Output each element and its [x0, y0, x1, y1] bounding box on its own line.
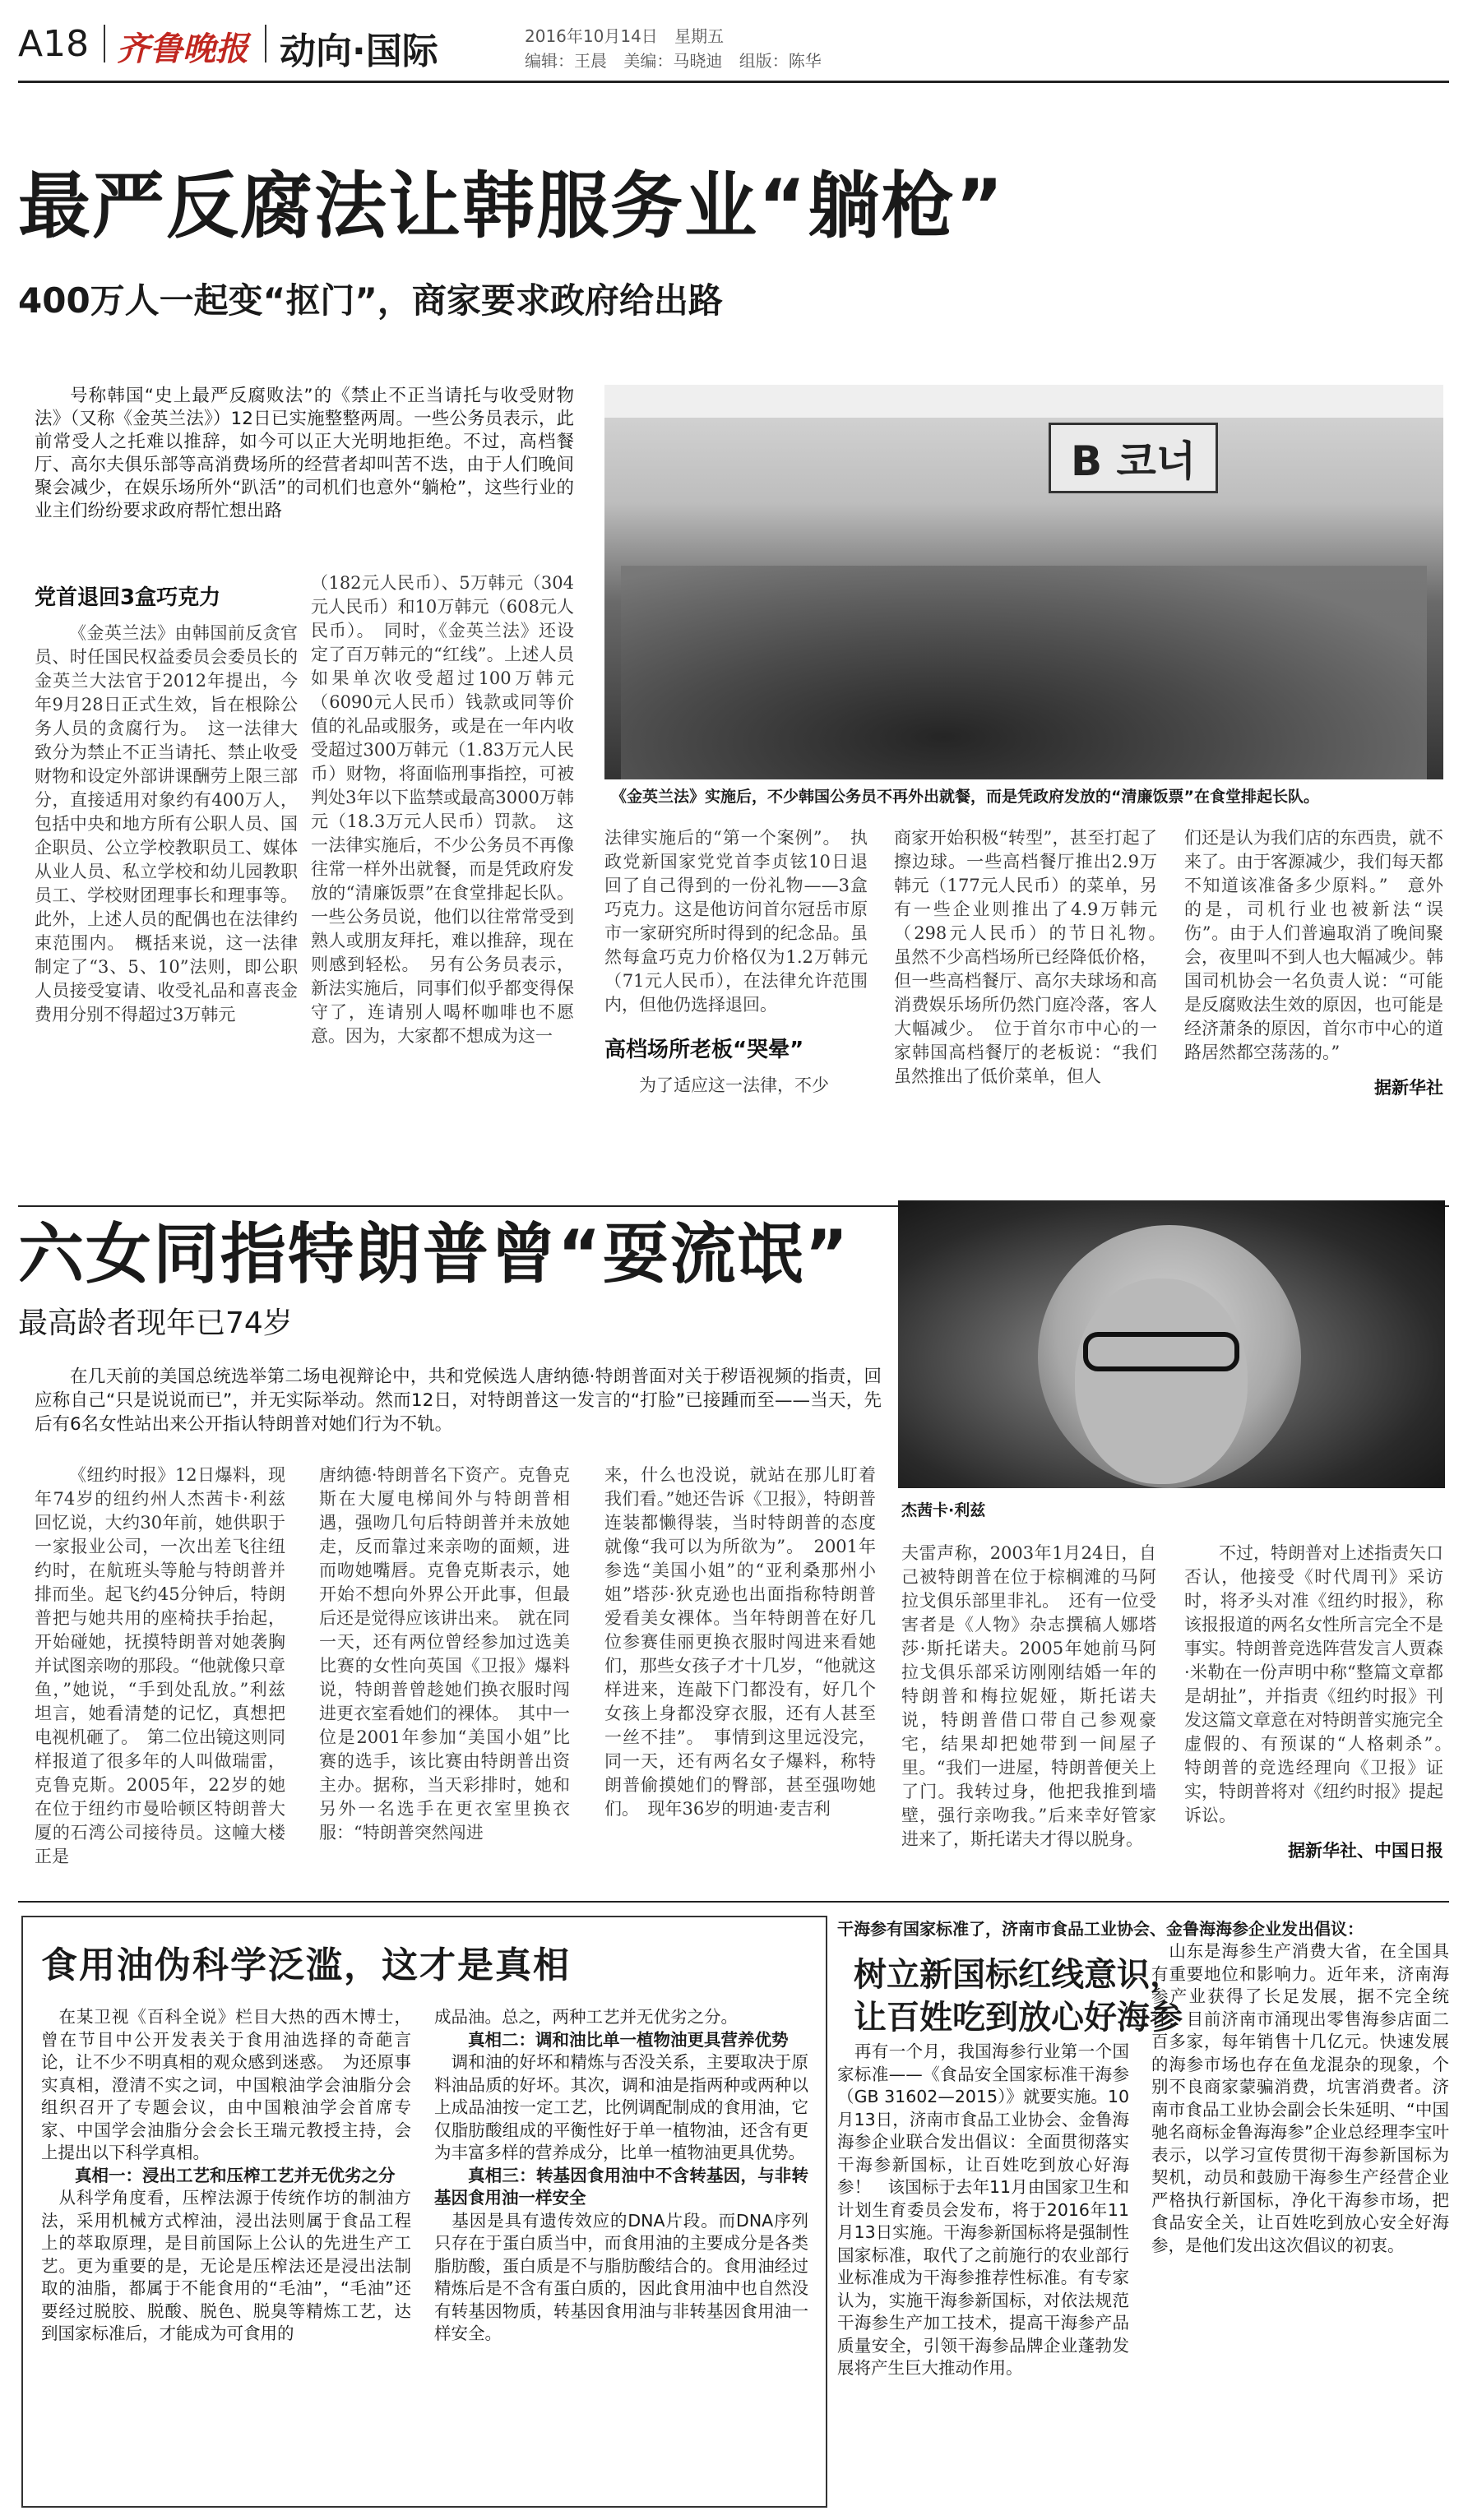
ad1-heading-1: 真相一：浸出工艺和压榨工艺并无优劣之分: [75, 2165, 396, 2185]
article1-photo: [604, 385, 1443, 779]
section-rule-2: [18, 1901, 1449, 1903]
article2-col5-text: 不过，特朗普对上述指责矢口否认，他接受《时代周刊》采访时，将矛头对准《纽约时报》，称该报报道的两名女性所言完全不是事实。特朗普竞选阵营发言人贾森·米勒在一份声明中称“整篇文章都是胡扯”，并指责《纽约时报》刊发这篇文章意在对特朗普实施完全虚假的、有预谋的“人格刺杀”。 特朗普的竞选经理向《卫报》证实，特朗普将对《纽约时报》提起诉讼。: [1184, 1543, 1461, 1825]
article1-col1-text: 《金英兰法》由韩国前反贪官员、时任国民权益委员会委员长的金英兰大法官于2012年提出，今年9月28日正式生效，旨在根除公务人员的贪腐行为。 这一法律大致分为禁止不正当请托、禁止收受财物和设定外部讲课酬劳上限三部分，直接适用对象约有400万人，包括中央和地方所有公职人员、国企职员、公立学校教职员工、媒体从业人员、私立学校和幼儿园教职员工、学校财团理事长和理事等。此外，上述人员的配偶也在法律约束范围内。 概括来说，这一法律制定了“3、5、10”法则，即公职人员接受宴请、收受礼品和喜丧金费用分别不得超过3万韩元: [35, 623, 298, 1024]
header-divider: [104, 25, 105, 62]
header-rule: [18, 81, 1449, 83]
photo-sign: B 코너: [1049, 423, 1218, 493]
portrait-face: [1075, 1278, 1248, 1484]
article2-photo: [898, 1200, 1445, 1488]
ad1-heading-2: 真相二：调和油比单一植物油更具营养优势: [468, 2029, 789, 2050]
ad2-headline-2: 让百姓吃到放心好海参: [854, 1999, 1183, 2037]
article1-subheadline: 400万人一起变“抠门”，商家要求政府给出路: [18, 280, 723, 321]
layout-credit: 组版：陈华: [739, 51, 822, 71]
editor: 编辑：王晨: [525, 51, 607, 71]
article2-col2: [319, 1463, 570, 1891]
ad2-col2: [1151, 1940, 1449, 2504]
article1-col3b-text: 为了适应这一法律，不少: [639, 1075, 829, 1095]
article1-col1: [35, 571, 298, 1196]
article2-col3-text: 来，什么也没说，就站在那儿盯着我们看。”她还告诉《卫报》，特朗普连装都懒得装，当时特朗普的态度就像“我可以为所欲为”。 2001年参选“美国小姐”的“亚利桑那州小姐”塔莎·狄克逊也出面指称特朗普爱看美女裸体。当年特朗普在好几位参赛佳丽更换衣服时闯进来看她们，那些女孩子才十几岁，“他就这样进来，连敲下门都没有，好几个女孩上身都没穿衣服，还有人甚至一丝不挂”。 事情到这里远没完，同一天，还有两名女子爆料，称特朗普偷摸她们的臀部，甚至强吻她们。 现年36岁的明迪·麦吉利: [604, 1465, 876, 1819]
header-divider: [265, 25, 266, 62]
article1-photo-caption: 《金英兰法》实施后，不少韩国公务员不再外出就餐，而是凭政府发放的“清廉饭票”在食堂排起长队。: [611, 788, 1319, 806]
portrait-glasses: [1083, 1332, 1239, 1371]
ad2-col1: [837, 2041, 1129, 2501]
article2-subheadline: 最高龄者现年已74岁: [18, 1306, 293, 1340]
ad1-col2c-text: 基因是具有遗传效应的DNA片段。而DNA序列只存在于蛋白质当中，而食用油的主要成分是各类脂肪酸，蛋白质是不与脂肪酸结合的。食用油经过精炼后是不含有蛋白质的，因此食用油中也自然没有转基因物质，转基因食用油与非转基因食用油一样安全。: [434, 2210, 808, 2343]
photo-caption-frame: [604, 779, 1443, 811]
ad1-col2b-text: 调和油的好坏和精炼与否没关系，主要取决于原料油品质的好坏。其次，调和油是指两种或两种以上成品油按一定工艺，比例调配制成的食用油，它仅脂肪酸组成的平衡性好于单一植物油，还含有更为丰富多样的营养成分，比单一植物油更具优势。: [434, 2052, 808, 2162]
article1-col3-text: 法律实施后的“第一个案例”。 执政党新国家党党首李贞铉10日退回了自己得到的一份礼物——3盒巧克力。这是他访问首尔冠岳市原市一家研究所时得到的纪念品。虽然每盒巧克力价格仅为1.2万韩元（71元人民币），在法律允许范围内，但他仍选择退回。: [604, 828, 868, 1015]
article2-headline: 六女同指特朗普曾“耍流氓”: [18, 1216, 850, 1292]
article1-lead-text: 号称韩国“史上最严反腐败法”的《禁止不正当请托与收受财物法》（又称《金英兰法》）12日已实施整整两周。一些公务员表示，此前常受人之托难以推辞，如今可以正大光明地拒绝。不过，高档餐厅、高尔夫俱乐部等高消费场所的经营者却叫苦不迭，由于人们晚间聚会减少，在娱乐场所外“趴活”的司机们也意外“躺枪”，这些行业的业主们纷纷要求政府帮忙想出路: [35, 386, 574, 521]
article2-col4-text: 夫雷声称，2003年1月24日，自己被特朗普在位于棕榈滩的马阿拉戈俱乐部里非礼。 还有一位受害者是《人物》杂志撰稿人娜塔莎·斯托诺夫。2005年她前马阿拉戈俱乐部采访刚刚结婚一年的特朗普和梅拉妮娅，斯托诺夫说，特朗普借口带自己参观豪宅，结果却把她带到一间屋子里。“我们一进屋，特朗普便关上了门。我转过身，他把我推到墙壁，强行亲吻我。”后来幸好管家进来了，斯托诺夫才得以脱身。: [901, 1543, 1156, 1849]
issue-date: [525, 23, 724, 47]
ad1-box: [21, 1916, 827, 2508]
ad2-kicker: 干海参有国家标准了，济南市食品工业协会、金鲁海海参企业发出倡议：: [837, 1919, 1364, 1939]
ad2-box: [837, 1916, 1449, 2508]
article1-col4: [894, 826, 1174, 1196]
ad1-col2: [434, 2006, 808, 2499]
weekday: 星期五: [674, 26, 725, 46]
ad2-col2-text: 山东是海参生产消费大省，在全国具有重要地位和影响力。近年来，济南海参产业获得了长足发展，据不完全统计，目前济南市涌现出零售海参店面二百多家，每年销售十几亿元。快速发展的海参市场也存在鱼龙混杂的现象，个别不良商家蒙骗消费，坑害消费者。济南市食品工业协会副会长朱延明、“中国驰名商标金鲁海海参”企业总经理李宝叶表示，以学习宣传贯彻干海参新国标为契机，动员和鼓励干海参生产经营企业严格执行新国标，净化干海参市场，把食品安全关，让百姓吃到放心安全好海参，是他们发出这次倡议的初衷。: [1151, 1941, 1449, 2255]
date: 2016年10月14日: [525, 26, 658, 46]
article2-col1: [35, 1463, 285, 1891]
article1-col2-text: （182元人民币）、5万韩元（304元人民币）和10万韩元（608元人民币）。 同时，《金英兰法》还设定了百万韩元的“红线”。上述人员如果单次收受超过100万韩元（6090元人民币）钱款或同等价值的礼品或服务，或是在一年内收受超过300万韩元（1.83万元人民币）财物，将面临刑事指控，可被判处3年以下监禁或最高3000万韩元（18.3万元人民币）罚款。 这一法律实施后，不少公务员不再像往常一样外出就餐，而是凭政府发放的“清廉饭票”在食堂排起长队。一些公务员说，他们以往常常受到熟人或朋友拜托，难以推辞，现在则感到轻松。 另有公务员表示，新法实施后，同事们似乎都变得保守了，连请别人喝杯咖啡也不愿意。因为，大家都不想成为这一: [311, 573, 574, 1046]
photo-ceiling: [604, 385, 1443, 418]
article2-col5: [1184, 1542, 1461, 1891]
ad2-col1-text: 再有一个月，我国海参行业第一个国家标准——《食品安全国家标准干海参（GB 31602—2015）》就要实施。10月13日，济南市食品工业协会、金鲁海海参企业联合发出倡议：全面贯彻落实干海参新国标，让百姓吃到放心好海参！ 该国标于去年11月由国家卫生和计划生育委员会发布，将于2016年11月13日实施。干海参新国标将是强制性国家标准，取代了之前施行的农业部行业标准成为干海参推荐性标准。有专家认为，实施干海参新国标，对依法规范干海参生产加工技术，提高干海参产品质量安全，引领干海参品牌企业蓬勃发展将产生巨大推动作用。: [837, 2041, 1129, 2378]
ad1-headline: 食用油伪科学泛滥，这才是真相: [41, 1944, 571, 1986]
page-number: A18: [18, 23, 90, 65]
page-header: [18, 12, 1449, 79]
article1-col2: [311, 571, 574, 1196]
newspaper-logo: 齐鲁晚报: [117, 30, 248, 68]
ad2-headline-1: 树立新国标红线意识，: [854, 1956, 1183, 1994]
article2-credit: 据新华社、中国日报: [1288, 1841, 1443, 1861]
staff-line: [525, 48, 822, 72]
article1-col3: [604, 826, 868, 1196]
ad1-col1b-text: 从科学角度看，压榨法源于传统作坊的制油方法，采用机械方式榨油，浸出法则属于食品工程上的萃取原理，是目前国际上公认的先进生产工艺。更为重要的是，无论是压榨法还是浸出法制取的油脂，都属于不能食用的“毛油”，“毛油”还要经过脱胶、脱酸、脱色、脱臭等精炼工艺，达到国家标准后，才能成为可食用的: [41, 2188, 411, 2343]
article1-lead: [35, 385, 574, 570]
article2-lead-text: 在几天前的美国总统选举第二场电视辩论中，共和党候选人唐纳德·特朗普面对关于秽语视频的指责，回应称自己“只是说说而已”，并无实际举动。然而12日，对特朗普这一发言的“打脸”已接踵而至——当天，先后有6名女性站出来公开指认特朗普对她们行为不轨。: [35, 1366, 882, 1435]
article2-col2-text: 唐纳德·特朗普名下资产。克鲁克斯在大厦电梯间外与特朗普相遇，强吻几句后特朗普并未放她走，反而靠过来亲吻的面颊，进而吻她嘴唇。克鲁克斯表示，她开始不想向外界公开此事，但最后还是觉得应该讲出来。 就在同一天，还有两位曾经参加过选美比赛的女性向英国《卫报》爆料说，特朗普曾趁她们换衣服时闯进更衣室看她们的裸体。 其中一位是2001年参加“美国小姐”比赛的选手，该比赛由特朗普出资主办。据称，当天彩排时，她和另外一名选手在更衣室里换衣服：“特朗普突然闯进: [319, 1465, 570, 1843]
designer: 美编：马晓迪: [623, 51, 723, 71]
article2-col3: [604, 1463, 876, 1891]
article2-lead: [35, 1365, 882, 1455]
article1-col4-text: 商家开始积极“转型”，甚至打起了擦边球。一些高档餐厅推出2.9万韩元（177元人民币）的菜单，另有一些企业则推出了4.9万韩元（298元人民币）的节日礼物。 虽然不少高档场所已经降低价格，但一些高档餐厅、高尔夫球场和高消费娱乐场所仍然门庭冷落，客人大幅减少。 位于首尔市中心的一家韩国高档餐厅的老板说：“我们虽然推出了低价菜单，但人: [894, 828, 1174, 1086]
article1-col5: [1184, 826, 1443, 1196]
article2-col4: [901, 1542, 1156, 1891]
ad1-col2-text: 成品油。总之，两种工艺并无优劣之分。: [434, 2007, 738, 2027]
article1-col5-text: 们还是认为我们店的东西贵，就不来了。由于客源减少，我们每天都不知道该准备多少原料。” 意外的是，司机行业也被新法“误伤”。由于人们普遍取消了晚间聚会，夜里叫不到人也大幅减少。韩国司机协会一名负责人说：“可能是反腐败法生效的原因，也可能是经济萧条的原因，首尔市中心的道路居然都空荡荡的。”: [1184, 828, 1443, 1062]
section-title: 动向·国际: [280, 30, 438, 72]
article1-subhead-2: 高档场所老板“哭晕”: [604, 1038, 804, 1062]
ad1-col1-text: 在某卫视《百科全说》栏目大热的西木博士，曾在节目中公开发表关于食用油选择的奇葩言论，让不少不明真相的观众感到迷惑。 为还原事实真相，澄清不实之词，中国粮油学会油脂分会组织召开了专题会议，由中国粮油学会首席专家、中国学会油脂分会会长王瑞元教授主持，会上提出以下科学真相。: [41, 2007, 411, 2162]
article1-headline: 最严反腐法让韩服务业“躺枪”: [18, 164, 1005, 248]
ad1-heading-3: 真相三：转基因食用油中不含转基因，与非转基因食用油一样安全: [434, 2165, 808, 2208]
article1-subhead-1: 党首退回3盒巧克力: [35, 585, 221, 610]
article2-col1-text: 《纽约时报》12日爆料，现年74岁的纽约州人杰茜卡·利兹回忆说，大约30年前，她供职于一家报业公司，一次出差飞往纽约时，在航班头等舱与特朗普并排而坐。起飞约45分钟后，特朗普把与她共用的座椅扶手抬起，开始碰她，抚摸特朗普对她袭胸并试图亲吻的那段。“他就像只章鱼，”她说，“手到处乱放。”利兹坦言，她看清楚的记忆，真想把电视机砸了。 第二位出镜这则同样报道了很多年的人叫做瑞雷，克鲁克斯。2005年，22岁的她在位于纽约市曼哈顿区特朗普大厦的石湾公司接待员。这幢大楼正是: [35, 1465, 285, 1866]
article2-photo-caption: 杰茜卡·利兹: [901, 1501, 986, 1519]
photo-crowd: [621, 566, 1427, 779]
article1-credit: 据新华社: [1374, 1078, 1443, 1098]
ad1-col1: [41, 2006, 411, 2499]
